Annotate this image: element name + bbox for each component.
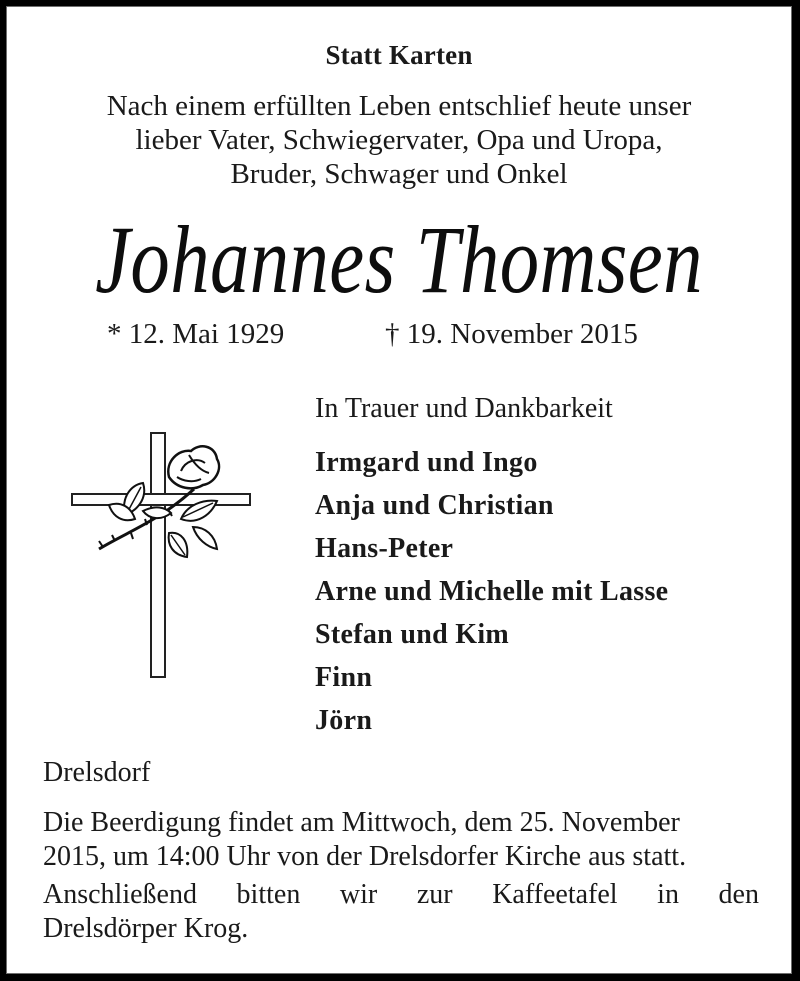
intro-text xyxy=(7,89,791,191)
mourner-name: Jörn xyxy=(315,705,373,736)
funeral-details xyxy=(43,806,759,874)
intro-line: Bruder, Schwager und Onkel xyxy=(230,158,568,190)
place-name: Drelsdorf xyxy=(43,757,151,788)
obituary-notice xyxy=(6,6,792,974)
mourners-list xyxy=(315,441,668,742)
intro-line: Nach einem erfüllten Leben entschlief heute unser xyxy=(106,90,692,122)
funeral-line: Die Beerdigung findet am Mittwoch, dem 25. November xyxy=(43,807,680,838)
reception-details xyxy=(43,878,759,946)
notice-heading: Statt Karten xyxy=(325,40,473,70)
birth-date: * 12. Mai 1929 xyxy=(107,318,285,350)
mourner-name: Hans-Peter xyxy=(315,533,454,564)
mourner-name: Irmgard und Ingo xyxy=(315,447,538,478)
mourner-name: Finn xyxy=(315,662,373,693)
mourning-phrase: In Trauer und Dankbarkeit xyxy=(315,393,613,424)
reception-line: Drelsdörper Krog. xyxy=(43,913,249,944)
mourner-name: Stefan und Kim xyxy=(315,619,510,650)
mourner-name: Anja und Christian xyxy=(315,490,554,521)
reception-line: Anschließend bitten wir zur Kaffeetafel in den xyxy=(43,879,759,910)
intro-line: lieber Vater, Schwiegervater, Opa und Uropa, xyxy=(135,124,663,156)
mourner-name: Arne und Michelle mit Lasse xyxy=(315,576,669,607)
funeral-line: 2015, um 14:00 Uhr von der Drelsdorfer Kirche aus statt. xyxy=(43,841,687,872)
cross-with-rose-icon xyxy=(69,431,259,681)
death-date: † 19. November 2015 xyxy=(385,318,638,350)
deceased-name: Johannes Thomsen xyxy=(95,206,703,313)
